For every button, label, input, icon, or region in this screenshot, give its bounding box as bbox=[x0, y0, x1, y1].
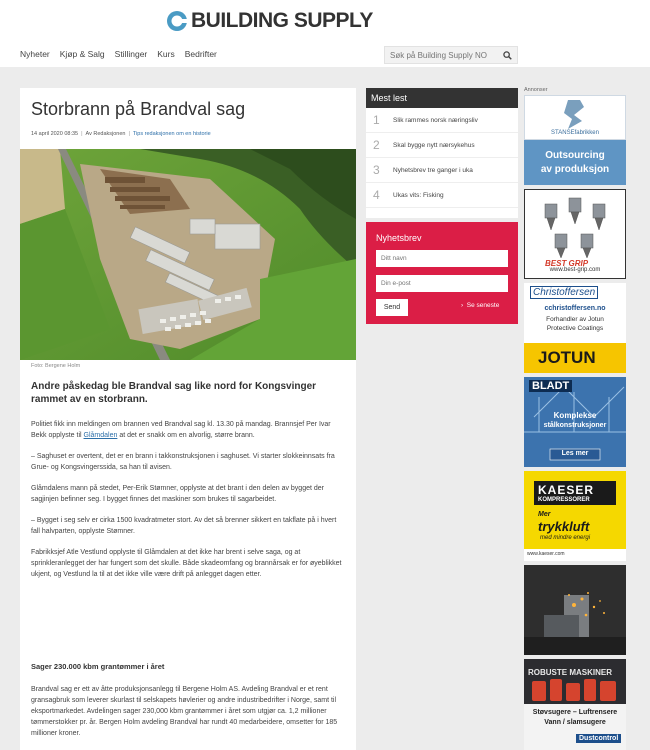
article-photo bbox=[20, 149, 356, 360]
site-header bbox=[0, 0, 650, 67]
tip-link[interactable]: Tips redaksjonen om en historie bbox=[132, 131, 211, 137]
article-subheading: Sager 230.000 kbm grantømmer i året bbox=[31, 662, 165, 671]
ad-bladt-text: stålkonstruksjoner bbox=[543, 422, 607, 429]
article-body bbox=[31, 419, 347, 590]
main-nav bbox=[20, 49, 227, 59]
search-icon bbox=[503, 51, 512, 60]
meta-separator: | bbox=[128, 131, 130, 137]
svg-text:BEST GRIP: BEST GRIP bbox=[545, 259, 589, 268]
send-button[interactable]: Send bbox=[376, 299, 408, 316]
paragraph: Brandval sag er ett av åtte produksjonsanlegg til Bergene Holm AS. Avdeling Brandval er et rent gransagbruk som leverer skurlast til selskapets høvlerier og andre industribedrifter i Norge, samt til eksportmarkedet. Avdelingen sager 230,000 kbm grantømmer i året som utgjør ca. 1,2 millioner tømmerstokker pr. år. Bergen Holm avdeling Brandval har rundt 40 medarbeidere, omsetter for 185 millioner kroner. bbox=[31, 686, 338, 737]
ad-jotun-logo: JOTUN bbox=[538, 348, 596, 367]
most-read-panel bbox=[366, 88, 518, 218]
ad-robuste-maskiner[interactable] bbox=[524, 659, 626, 750]
ad-kaeser-text: med mindre energi bbox=[540, 535, 591, 541]
paragraph: Glåmdalens mann på stedet, Per-Erik Stømner, opplyste at det brant i den delen av bygget der sagjinjen befinner seg. I bygget finnes det maskiner som brukes til sagarbeidet. bbox=[31, 485, 324, 503]
ad-stanse-text: Outsourcing bbox=[545, 150, 605, 161]
nav-kurs[interactable]: Kurs bbox=[157, 49, 175, 59]
most-read-number: 1 bbox=[373, 113, 380, 127]
ad-chris-url: cchristoffersen.no bbox=[544, 305, 606, 312]
ad-kaeser-url: www.kaeser.com bbox=[527, 551, 565, 557]
ad-best-grip[interactable] bbox=[524, 189, 626, 279]
meta-separator: | bbox=[81, 131, 83, 137]
site-logo[interactable] bbox=[166, 9, 373, 33]
article-title: Storbrann på Brandval sag bbox=[31, 99, 246, 119]
ad-kaeser-big: trykkluft bbox=[538, 519, 590, 534]
most-read-label: Skal bygge nytt nærsykehus bbox=[393, 141, 475, 149]
ad-kaeser-logo: KAESER bbox=[538, 483, 595, 497]
article-date: 14 april 2020 08:35 bbox=[31, 131, 79, 137]
nav-bedrifter[interactable]: Bedrifter bbox=[184, 49, 217, 59]
most-read-number: 4 bbox=[373, 188, 380, 202]
paragraph: Politiet fikk inn meldingen om brannen ved Brandval sag kl. 13.30 på mandag. Brannsjef Per Ivar Bekk opplyste til Glåmdalen at det er snakk om en alvorlig, større brann. bbox=[31, 421, 331, 439]
ad-stanse-text: av produksjon bbox=[540, 164, 610, 175]
ad-kaeser-sub: KOMPRESSORER bbox=[538, 497, 590, 503]
ad-kaeser[interactable] bbox=[524, 471, 626, 561]
search-button[interactable] bbox=[497, 47, 517, 63]
most-read-item[interactable] bbox=[366, 183, 518, 208]
ad-chris-text: Protective Coatings bbox=[546, 325, 604, 332]
most-read-number: 2 bbox=[373, 138, 380, 152]
ad-stansefabrikken[interactable] bbox=[524, 95, 626, 185]
most-read-title: Mest lest bbox=[366, 88, 518, 108]
name-input[interactable] bbox=[376, 250, 508, 267]
ad-chris-name: Christoffersen bbox=[530, 286, 598, 299]
ad-bestgrip-url: www.best-grip.com bbox=[549, 267, 601, 273]
most-read-number: 3 bbox=[373, 163, 380, 177]
ads-label: Annonser bbox=[524, 87, 548, 93]
ad-chris-text: Forhandler av Jotun bbox=[546, 316, 604, 323]
glamdalen-link[interactable]: Glåmdalen bbox=[83, 432, 118, 439]
ad-dustcontrol-logo: Dustcontrol bbox=[576, 734, 621, 743]
article-author[interactable]: Av Redaksjonen bbox=[85, 131, 126, 137]
nav-stillinger[interactable]: Stillinger bbox=[114, 49, 148, 59]
article-lead: Andre påskedag ble Brandval sag like nord for Kongsvinger rammet av en storbrann. bbox=[31, 381, 317, 405]
most-read-item[interactable] bbox=[366, 108, 518, 133]
ad-robuste-text: Vann / slamsugere bbox=[544, 719, 606, 726]
ad-robuste-text: Støvsugere – Luftrensere bbox=[532, 709, 618, 716]
most-read-label: Slik rammes norsk næringsliv bbox=[393, 116, 478, 124]
paragraph: Fabrikksjef Atle Vestlund opplyste til Glåmdalen at det ikke har brent i selve saga, og at sprinkleranlegget der har fungert som det skulle. Både skadeomfang og brannårsak er for øyeblikket ukjent, og Vestlund la til at det ikke ville være drift på anlegget dagen etter. bbox=[31, 549, 342, 578]
chevron-right-icon: › bbox=[461, 302, 467, 309]
newsletter-title: Nyhetsbrev bbox=[376, 233, 422, 243]
most-read-item[interactable] bbox=[366, 133, 518, 158]
search-input[interactable] bbox=[385, 51, 497, 60]
ad-kaeser-text: Mer bbox=[538, 511, 551, 518]
nav-kjop-salg[interactable]: Kjøp & Salg bbox=[59, 49, 105, 59]
photo-credit: Foto: Bergene Holm bbox=[31, 363, 81, 369]
paragraph: – Saghuset er overtent, det er en brann i takkonstruksjonen i saghuset. Vi starter slokkeinnsats fra Grue- og Kongsvingerssida, sa han til avisen. bbox=[31, 453, 335, 471]
most-read-label: Ukas vits: Fisking bbox=[393, 191, 444, 199]
article bbox=[20, 88, 356, 750]
see-latest-link[interactable]: › Se seneste bbox=[461, 302, 500, 309]
ad-bladt-logo: BLADT bbox=[529, 380, 572, 392]
brand-name: BUILDING SUPPLY bbox=[191, 9, 373, 32]
logo-mark-icon bbox=[166, 10, 188, 32]
search-box bbox=[384, 46, 518, 64]
paragraph: – Bygget i seg selv er cirka 1500 kvadratmeter stort. Av det så brenner sikkert en takflate på i hvert fall halvparten, opplyste Stømner. bbox=[31, 517, 337, 535]
ad-bladt-cta[interactable]: Les mer bbox=[561, 450, 589, 457]
ad-christoffersen[interactable] bbox=[524, 283, 626, 373]
ad-bladt[interactable] bbox=[524, 377, 626, 467]
ad-robuste-title: ROBUSTE MASKINER bbox=[528, 668, 613, 677]
nav-nyheter[interactable]: Nyheter bbox=[20, 49, 50, 59]
ad-bladt-text: Komplekse bbox=[553, 411, 597, 420]
email-input[interactable] bbox=[376, 275, 508, 292]
ad-stanse-brand: STANSEfabrikken bbox=[551, 130, 599, 136]
article-meta bbox=[31, 131, 211, 137]
ad-industrial[interactable] bbox=[524, 565, 626, 655]
ad-jotun-banner bbox=[524, 343, 626, 373]
most-read-item[interactable] bbox=[366, 158, 518, 183]
most-read-label: Nyhetsbrev tre ganger i uka bbox=[393, 166, 473, 174]
newsletter-box bbox=[366, 222, 518, 324]
